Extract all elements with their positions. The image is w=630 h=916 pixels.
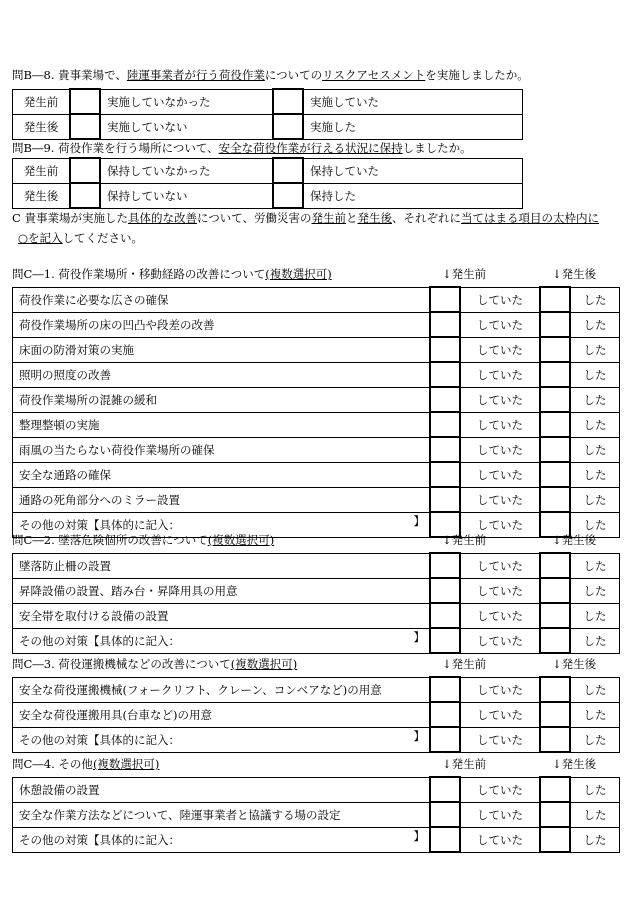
table-row xyxy=(13,337,620,362)
before-answer-label: していた xyxy=(460,312,540,337)
section-title: 問C―4. その他(複数選択可) xyxy=(12,757,160,771)
table-row xyxy=(13,802,620,827)
row-label: 発生前 xyxy=(13,158,71,183)
b8-answer-table xyxy=(12,88,523,140)
after-answer-label: した xyxy=(570,387,620,412)
c1-header xyxy=(12,264,620,286)
before-checkbox[interactable] xyxy=(430,362,460,387)
item-label: 安全な荷役運搬機械(フォークリフト、クレーン、コンベアなど)の用意 xyxy=(13,677,431,702)
item-label: 整理整頓の実施 xyxy=(13,412,431,437)
before-answer-label: していた xyxy=(460,802,540,827)
after-answer-label: した xyxy=(570,337,620,362)
b9-after-check-2[interactable] xyxy=(273,183,303,208)
c3-header xyxy=(12,654,620,676)
b9-row-after xyxy=(13,183,523,208)
column-header-before: ↓発生前 xyxy=(442,657,487,671)
after-checkbox[interactable] xyxy=(540,462,570,487)
before-answer-label: していた xyxy=(460,387,540,412)
b9-after-check-1[interactable] xyxy=(70,183,100,208)
b8-row-before xyxy=(13,89,523,114)
option-label: 実施した xyxy=(303,114,523,139)
c4-table xyxy=(12,776,620,853)
after-checkbox[interactable] xyxy=(540,412,570,437)
before-answer-label: していた xyxy=(460,362,540,387)
c1-table xyxy=(12,286,620,538)
after-answer-label: した xyxy=(570,287,620,312)
item-label: 安全帯を取付ける設備の設置 xyxy=(13,603,431,628)
item-label: 通路の死角部分へのミラー設置 xyxy=(13,487,431,512)
after-answer-label: した xyxy=(570,702,620,727)
item-label: 床面の防滑対策の実施 xyxy=(13,337,431,362)
b9-before-check-2[interactable] xyxy=(273,158,303,183)
table-row xyxy=(13,628,620,653)
after-checkbox[interactable] xyxy=(540,702,570,727)
after-answer-label: した xyxy=(570,677,620,702)
other-measure-field[interactable]: その他の対策【具体的に記入： 】 xyxy=(13,512,431,537)
b8-before-check-1[interactable] xyxy=(70,89,100,114)
other-measure-field[interactable]: その他の対策【具体的に記入： 】 xyxy=(13,628,431,653)
after-answer-label: した xyxy=(570,512,620,537)
after-checkbox[interactable] xyxy=(540,603,570,628)
before-answer-label: していた xyxy=(460,702,540,727)
question-b8: 問B―8. 貴事業場で、陸運事業者が行う荷役作業についてのリスクアセスメントを実施しましたか。 xyxy=(12,68,529,82)
after-checkbox[interactable] xyxy=(540,487,570,512)
table-row xyxy=(13,362,620,387)
after-answer-label: した xyxy=(570,578,620,603)
question-b9: 問B―9. 荷役作業を行う場所について、安全な荷役作業が行える状況に保持しましたか。 xyxy=(12,141,472,155)
c3-table xyxy=(12,676,620,753)
before-checkbox[interactable] xyxy=(430,553,460,578)
table-row xyxy=(13,578,620,603)
before-answer-label: していた xyxy=(460,512,540,537)
item-label: 荷役作業場所の床の凹凸や段差の改善 xyxy=(13,312,431,337)
table-row xyxy=(13,603,620,628)
before-answer-label: していた xyxy=(460,603,540,628)
item-label: 雨風の当たらない荷役作業場所の確保 xyxy=(13,437,431,462)
table-row xyxy=(13,312,620,337)
item-label: 安全な荷役運搬用具(台車など)の用意 xyxy=(13,702,431,727)
before-answer-label: していた xyxy=(460,628,540,653)
table-row xyxy=(13,462,620,487)
item-label: 休憩設備の設置 xyxy=(13,777,431,802)
c4-header xyxy=(12,754,620,776)
section-title: 問C―1. 荷役作業場所・移動経路の改善について(複数選択可) xyxy=(12,267,332,281)
column-header-after: ↓発生後 xyxy=(552,657,597,671)
before-checkbox[interactable] xyxy=(430,287,460,312)
after-checkbox[interactable] xyxy=(540,827,570,852)
after-answer-label: した xyxy=(570,628,620,653)
row-label: 発生後 xyxy=(13,114,71,139)
before-answer-label: していた xyxy=(460,487,540,512)
after-answer-label: した xyxy=(570,553,620,578)
before-checkbox[interactable] xyxy=(430,628,460,653)
b8-after-check-1[interactable] xyxy=(70,114,100,139)
before-checkbox[interactable] xyxy=(430,677,460,702)
b8-after-check-2[interactable] xyxy=(273,114,303,139)
option-label: 保持していない xyxy=(100,183,273,208)
table-row xyxy=(13,777,620,802)
before-answer-label: していた xyxy=(460,677,540,702)
column-header-before: ↓発生前 xyxy=(442,757,487,771)
after-answer-label: した xyxy=(570,437,620,462)
before-answer-label: していた xyxy=(460,287,540,312)
after-answer-label: した xyxy=(570,827,620,852)
option-label: 保持した xyxy=(303,183,523,208)
option-label: 実施していない xyxy=(100,114,273,139)
after-checkbox[interactable] xyxy=(540,777,570,802)
section-c-intro: C 貴事業場が実施した具体的な改善について、労働災害の発生前と発生後、それぞれに当てはまる項目の太枠内に xyxy=(12,211,600,225)
table-row xyxy=(13,727,620,752)
section-title: 問C―2. 墜落危険個所の改善について(複数選択可) xyxy=(12,533,275,547)
table-row xyxy=(13,827,620,852)
table-row xyxy=(13,412,620,437)
section-c4 xyxy=(12,754,620,853)
after-answer-label: した xyxy=(570,727,620,752)
row-label: 発生後 xyxy=(13,183,71,208)
section-c2 xyxy=(12,530,620,654)
section-c3 xyxy=(12,654,620,753)
b8-before-check-2[interactable] xyxy=(273,89,303,114)
before-checkbox[interactable] xyxy=(430,462,460,487)
after-checkbox[interactable] xyxy=(540,312,570,337)
table-row xyxy=(13,553,620,578)
after-answer-label: した xyxy=(570,462,620,487)
after-answer-label: した xyxy=(570,412,620,437)
before-checkbox[interactable] xyxy=(430,487,460,512)
after-checkbox[interactable] xyxy=(540,287,570,312)
item-label: 墜落防止柵の設置 xyxy=(13,553,431,578)
option-label: 保持していなかった xyxy=(100,158,273,183)
after-checkbox[interactable] xyxy=(540,802,570,827)
column-header-before: ↓発生前 xyxy=(442,533,487,547)
column-header-after: ↓発生後 xyxy=(552,267,597,281)
before-checkbox[interactable] xyxy=(430,603,460,628)
before-answer-label: していた xyxy=(460,777,540,802)
table-row xyxy=(13,677,620,702)
table-row xyxy=(13,487,620,512)
after-answer-label: した xyxy=(570,487,620,512)
after-answer-label: した xyxy=(570,802,620,827)
before-checkbox[interactable] xyxy=(430,827,460,852)
before-checkbox[interactable] xyxy=(430,802,460,827)
before-answer-label: していた xyxy=(460,462,540,487)
before-checkbox[interactable] xyxy=(430,437,460,462)
after-answer-label: した xyxy=(570,362,620,387)
table-row xyxy=(13,702,620,727)
after-checkbox[interactable] xyxy=(540,677,570,702)
b8-row-after xyxy=(13,114,523,139)
before-answer-label: していた xyxy=(460,578,540,603)
before-checkbox[interactable] xyxy=(430,578,460,603)
row-label: 発生前 xyxy=(13,89,71,114)
item-label: 荷役作業に必要な広さの確保 xyxy=(13,287,431,312)
column-header-after: ↓発生後 xyxy=(552,533,597,547)
b9-answer-table xyxy=(12,157,523,209)
after-checkbox[interactable] xyxy=(540,578,570,603)
after-checkbox[interactable] xyxy=(540,628,570,653)
item-label: 照明の照度の改善 xyxy=(13,362,431,387)
option-label: 実施していなかった xyxy=(100,89,273,114)
after-checkbox[interactable] xyxy=(540,362,570,387)
other-measure-field[interactable]: その他の対策【具体的に記入： 】 xyxy=(13,727,431,752)
b9-before-check-1[interactable] xyxy=(70,158,100,183)
before-checkbox[interactable] xyxy=(430,702,460,727)
before-answer-label: していた xyxy=(460,727,540,752)
before-answer-label: していた xyxy=(460,827,540,852)
table-row xyxy=(13,387,620,412)
after-checkbox[interactable] xyxy=(540,387,570,412)
section-c-intro-line2: ○を記入してください。 xyxy=(18,231,144,245)
item-label: 安全な通路の確保 xyxy=(13,462,431,487)
before-answer-label: していた xyxy=(460,553,540,578)
c2-table xyxy=(12,552,620,654)
option-label: 実施していた xyxy=(303,89,523,114)
b9-row-before xyxy=(13,158,523,183)
c2-header xyxy=(12,530,620,552)
column-header-before: ↓発生前 xyxy=(442,267,487,281)
after-answer-label: した xyxy=(570,312,620,337)
after-checkbox[interactable] xyxy=(540,553,570,578)
before-answer-label: していた xyxy=(460,337,540,362)
before-checkbox[interactable] xyxy=(430,412,460,437)
after-checkbox[interactable] xyxy=(540,337,570,362)
before-checkbox[interactable] xyxy=(430,777,460,802)
table-row xyxy=(13,437,620,462)
item-label: 荷役作業場所の混雑の緩和 xyxy=(13,387,431,412)
before-answer-label: していた xyxy=(460,412,540,437)
before-checkbox[interactable] xyxy=(430,312,460,337)
option-label: 保持していた xyxy=(303,158,523,183)
after-answer-label: した xyxy=(570,603,620,628)
item-label: 昇降設備の設置、踏み台・昇降用具の用意 xyxy=(13,578,431,603)
column-header-after: ↓発生後 xyxy=(552,757,597,771)
before-checkbox[interactable] xyxy=(430,387,460,412)
after-checkbox[interactable] xyxy=(540,437,570,462)
table-row xyxy=(13,287,620,312)
before-checkbox[interactable] xyxy=(430,337,460,362)
other-measure-field[interactable]: その他の対策【具体的に記入： 】 xyxy=(13,827,431,852)
after-checkbox[interactable] xyxy=(540,727,570,752)
section-c1 xyxy=(12,264,620,538)
item-label: 安全な作業方法などについて、陸運事業者と協議する場の設定 xyxy=(13,802,431,827)
before-checkbox[interactable] xyxy=(430,727,460,752)
after-answer-label: した xyxy=(570,777,620,802)
section-title: 問C―3. 荷役運搬機械などの改善について(複数選択可) xyxy=(12,657,298,671)
before-answer-label: していた xyxy=(460,437,540,462)
